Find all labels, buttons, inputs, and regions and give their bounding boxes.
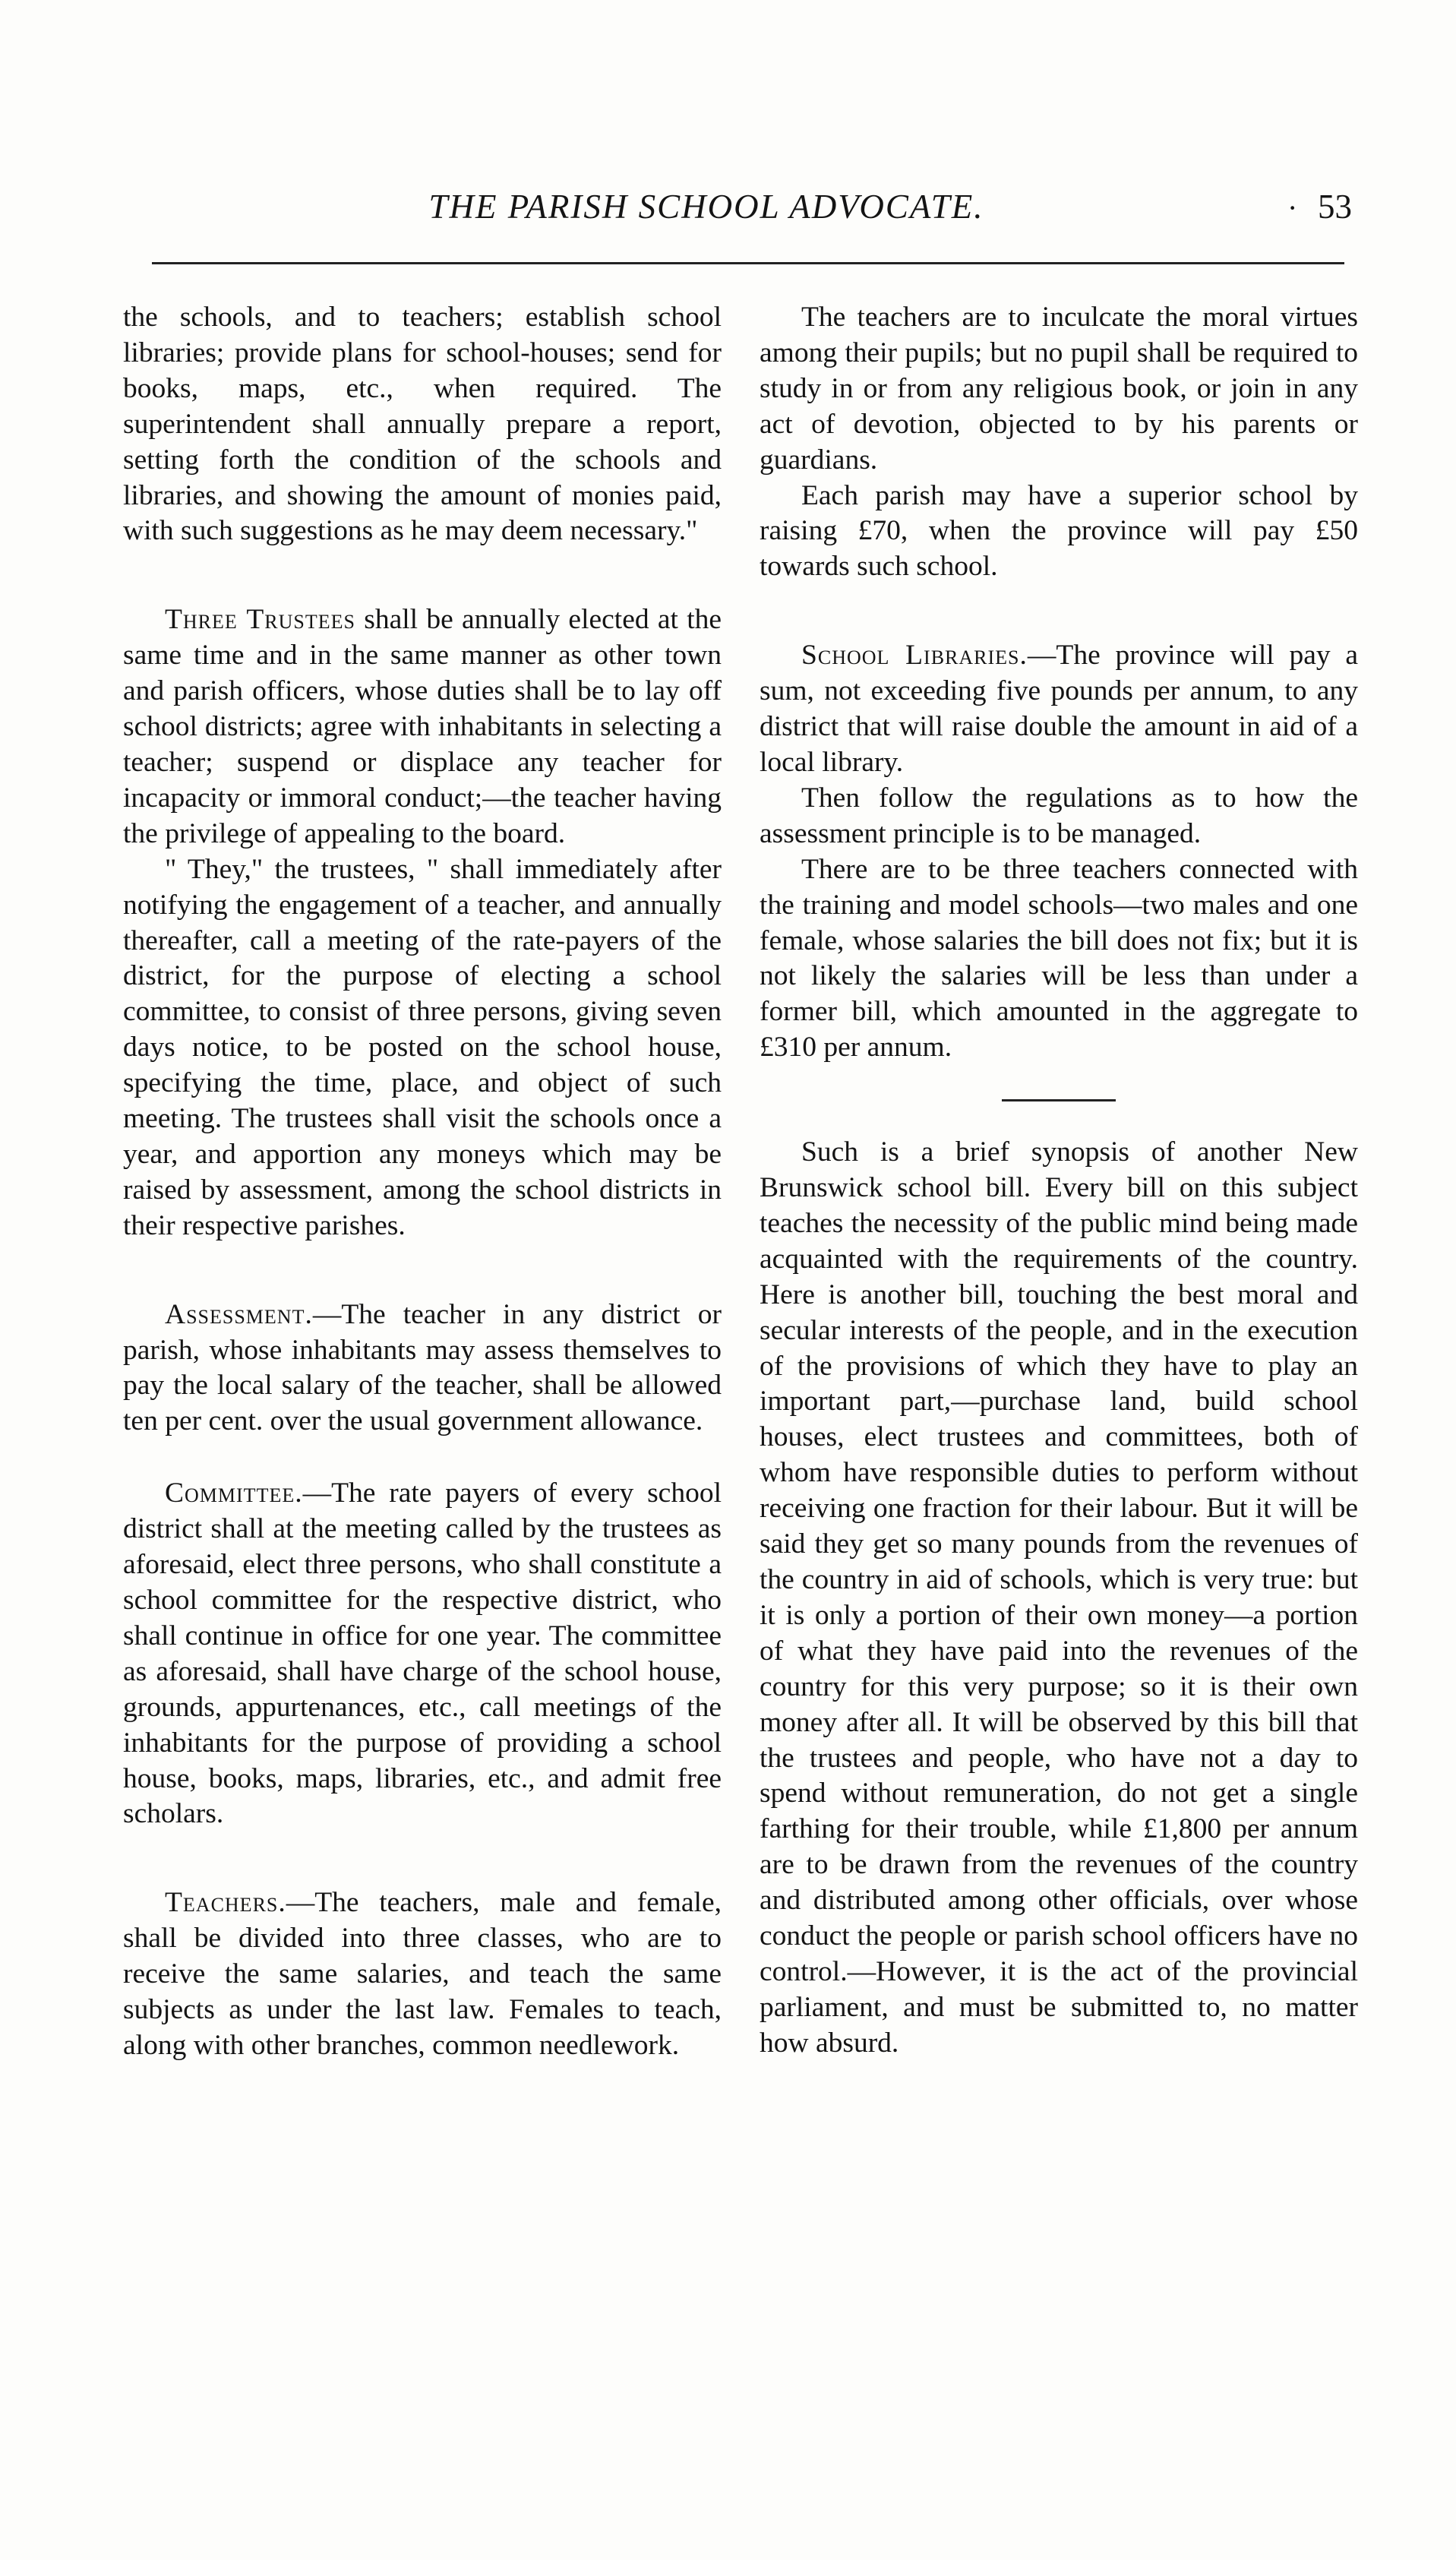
regulations-paragraph: Then follow the regulations as to how the assessment principle is to be managed. xyxy=(760,782,1358,849)
teachers-body: —The teachers, male and female, shall be divided into three classes, who are to receive the same salaries, and teach the same subjects as under the last law. Females to teach, along with other branches, common needlework. xyxy=(123,1887,722,2061)
training-teachers-paragraph: There are to be three teachers connected with the training and model schools—two males and one female, whose salaries the bill does not fix; but it is not likely the salaries will be less than under a former bill, which amounted in the aggregate to £310 per annum. xyxy=(760,853,1358,1064)
right-column xyxy=(760,300,1358,2062)
teachers-heading: Teachers. xyxy=(165,1887,286,1919)
libraries-heading: School Libraries. xyxy=(801,640,1028,672)
assessment-heading: Assessment. xyxy=(165,1298,313,1330)
teachers-paragraph xyxy=(123,1885,722,2064)
moral-virtues-paragraph: The teachers are to inculcate the moral virtues among their pupils; but no pupil shall be required to study in or from any religious book, or join in any act of devotion, objected to by his parents or guardians. xyxy=(760,302,1358,476)
page-header xyxy=(152,187,1337,235)
left-column xyxy=(123,300,722,2064)
left-paragraph-continuation: the schools, and to teachers; establish school libraries; provide plans for school-houses; send for books, maps, etc., when required. The superintendent shall annually prepare a report, setting forth the condition of the schools and libraries, and showing the amount of monies paid, with such suggestions as he may deem necessary." xyxy=(123,302,722,547)
page-marker: · xyxy=(1287,191,1298,225)
trustees-paragraph xyxy=(123,602,722,852)
assessment-paragraph xyxy=(123,1297,722,1440)
running-title: THE PARISH SCHOOL ADVOCATE. xyxy=(428,188,984,226)
libraries-body: —The province will pay a sum, not exceeding five pounds per annum, to any district that will raise double the amount in aid of a local library. xyxy=(760,640,1359,778)
trustees-heading: Three Trustees xyxy=(165,604,355,636)
trustees-quote-paragraph: " They," the trustees, " shall immediately after notifying the engagement of a teacher, and annually thereafter, call a meeting of the rate-payers of the district, for the purpose of electing a school committee, to consist of three persons, giving seven days notice, to be posted on the school house, specifying the time, place, and object of such meeting. The trustees shall visit the schools once a year, and apportion any moneys which may be raised by assessment, among the school districts in their respective parishes. xyxy=(123,853,722,1241)
page-number: 53 xyxy=(1318,188,1352,226)
synopsis-paragraph: Such is a brief synopsis of another New Brunswick school bill. Every bill on this subject teaches the necessity of the public mind being made acquainted with the requirements of the country. Here is another bill, touching the best moral and secular interests of the people, and in the execution of the provisions of which they have to play an important part,—purchase land, build school houses, elect trustees and committees, both of whom have responsible duties to perform without receiving one fraction for their labour. But it will be said they get so many pounds from the revenues of the country in aid of schools, which is very true: but it is only a portion of their own money—a portion of what they have paid into the revenues of the country for this very purpose; so it is their own money after all. It will be observed by this bill that the trustees and people, who have not a day to spend without remuneration, do not get a single farthing for their trouble, while £1,800 per annum are to be drawn from the revenues of the country and distributed among other officials, over whose conduct the people or parish school officers have no control.—However, it is the act of the provincial parliament, and must be submitted to, no matter how absurd. xyxy=(760,1136,1358,2059)
section-divider xyxy=(1002,1099,1116,1101)
committee-heading: Committee. xyxy=(165,1478,303,1509)
trustees-body: shall be annually elected at the same time and in the same manner as other town and parish officers, whose duties shall be to lay off school districts; agree with inhabitants in selecting a teacher; suspend or displace any teacher for incapacity or immoral conduct;—the teacher having the privilege of appealing to the board. xyxy=(123,604,722,849)
header-rule xyxy=(152,262,1344,264)
assessment-body: —The teacher in any district or parish, whose inhabitants may assess themselves to pay the local salary of the teacher, shall be allowed ten per cent. over the usual government allowance. xyxy=(123,1298,722,1437)
committee-paragraph xyxy=(123,1476,722,1832)
committee-body: —The rate payers of every school district shall at the meeting called by the trustees as aforesaid, elect three persons, who shall constitute a school committee for the respective district, who shall continue in office for one year. The committee as aforesaid, shall have charge of the school house, grounds, appurtenances, etc., call meetings of the inhabitants for the purpose of providing a school house, books, maps, libraries, etc., and admit free scholars. xyxy=(123,1478,722,1830)
superior-school-paragraph: Each parish may have a superior school by raising £70, when the province will pay £50 towards such school. xyxy=(760,479,1358,583)
libraries-paragraph xyxy=(760,638,1358,781)
